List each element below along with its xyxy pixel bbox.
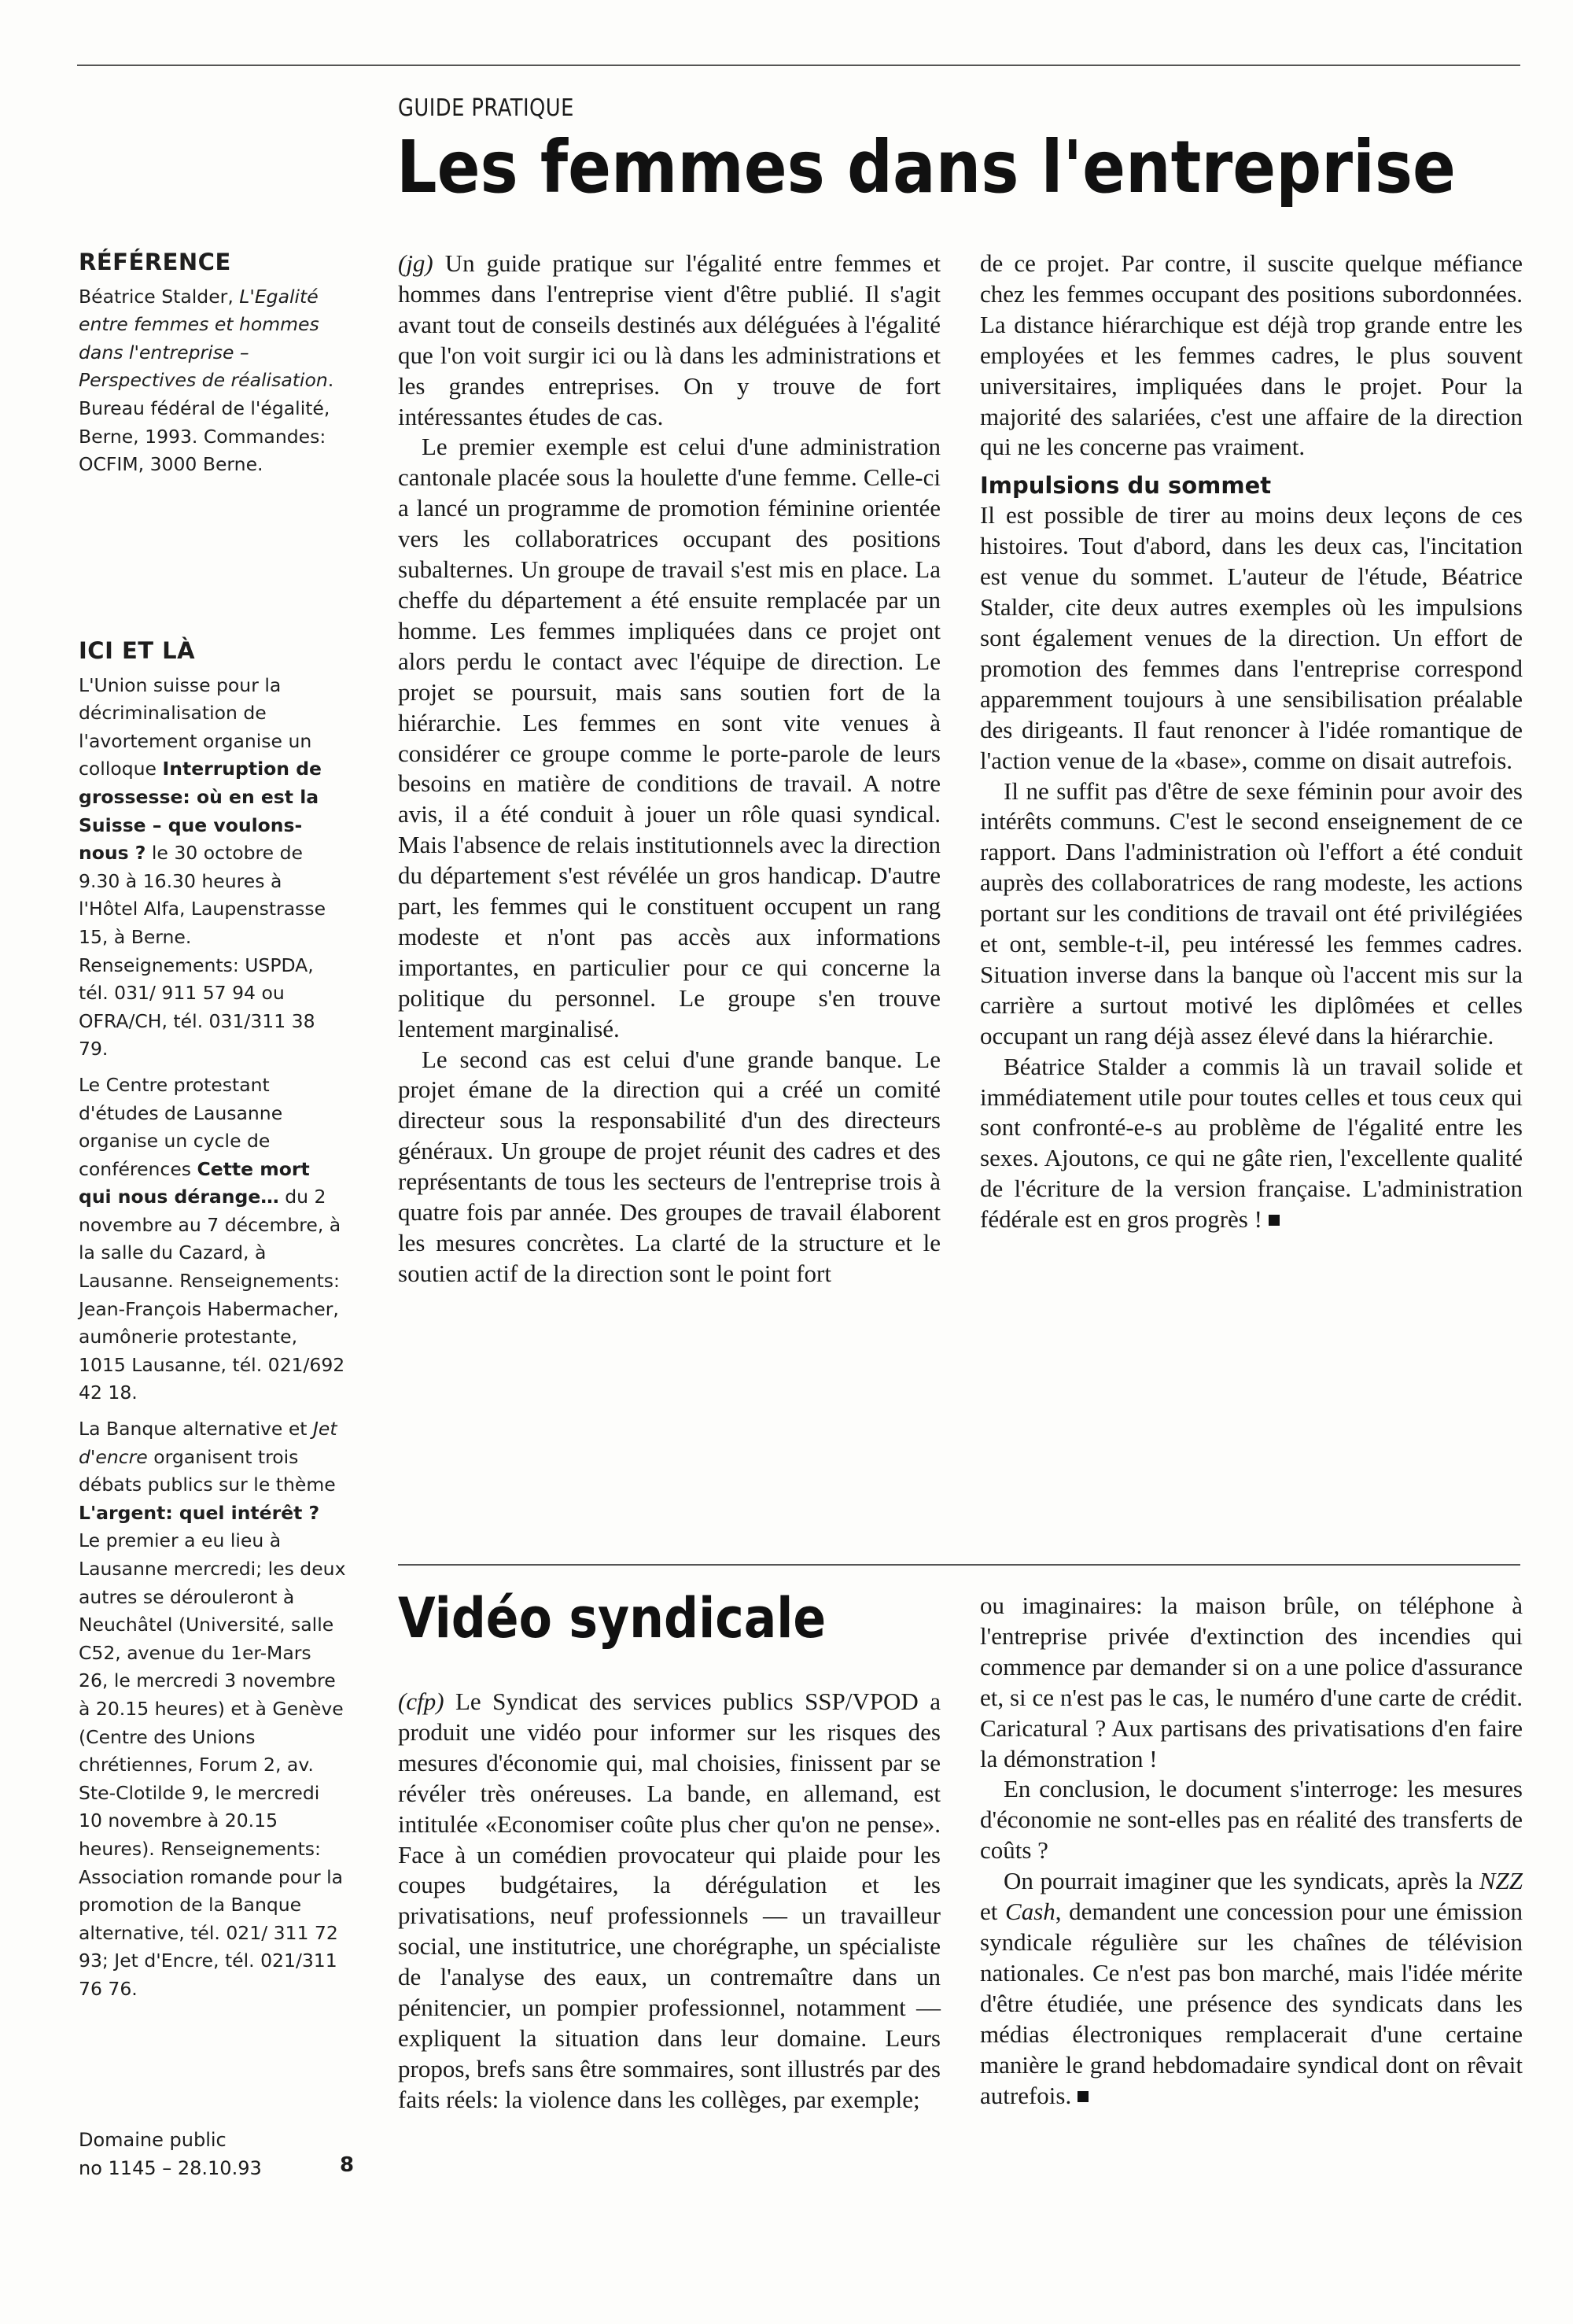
ici-et-la-item: La Banque alternative et Jet d'encre organisent trois débats publics sur le thème L'argent: quel intérêt ? Le premier a eu lieu à Lausanne mercredi; les deux autres se dérouleront à Neuchâtel (Université, salle C52, avenue du 1er-Mars 26, le mercredi 3 novembre à 20.15 heures) et à Genève (Centre des Unions chrétiennes, Forum 2, av. Ste-Clotilde 9, le mercredi 10 novembre à 20.15 heures). Renseignements: Association romande pour la promotion de la Banque alternative, tél. 021/ 311 72 93; Jet d'Encre, tél. 021/311 76 76. [79, 1418, 346, 2000]
article2-paragraph: On pourrait imaginer que les syndicats, après la NZZ et Cash, demandent une concession pour une émission syndicale régulière sur les chaînes de télévision nationales. Ce n'est pas bon marché, mais l'idée mérite d'être étudiée, une présence des syndicats dans les médias électroniques remplacerait d'une certaine manière le grand hebdomadaire syndical dont on rêvait autrefois. [980, 1867, 1523, 2109]
section-rule [398, 1564, 1520, 1566]
reference-heading: RÉFÉRENCE [79, 249, 231, 275]
article-title: Les femmes dans l'entreprise [396, 125, 1456, 209]
top-rule [77, 65, 1520, 66]
article2-paragraph: En conclusion, le document s'interroge: les mesures d'économie ne sont-elles pas en réalité des transferts de coûts ? [980, 1775, 1523, 1865]
article1-paragraph: Il ne suffit pas d'être de sexe féminin pour avoir des intérêts communs. C'est le second enseignement de ce rapport. Dans l'administration où l'effort a été conduit auprès des collaboratrices de rang modeste, les actions portant sur les conditions de travail ont été privilégiées et ont, semble-t-il, peu intéressé les femmes cadres. Situation inverse dans la banque où l'accent mis sur la carrière a surtout motivé les diplômées et celles occupant un rang déjà assez élevé dans la hiérarchie. [980, 777, 1523, 1049]
article1-subheading: Impulsions du sommet [980, 472, 1272, 500]
article2-paragraph: (cfp) Le Syndicat des services publics SSP/VPOD a produit une vidéo pour informer sur les risques des mesures d'économie qui, mal choisies, finissent par se révéler très onéreuses. La bande, en allemand, est intitulée «Economiser coûte plus cher qu'on ne pense». Face à un comédien provocateur qui plaide pour les coupes budgétaires, la dérégulation et les privatisations, neuf professionnels — un travailleur social, une institutrice, une chorégraphe, un spécialiste de l'analyse des eaux, un contremaître dans un pénitencier, un pompier professionnel, notamment — expliquent la situation dans leur domaine. Leurs propos, brefs sans être sommaires, sont illustrés par des faits réels: la violence dans les collèges, par exemple; [398, 1688, 941, 2113]
reference-text: Béatrice Stalder, L'Egalité entre femmes et hommes dans l'entreprise – Perspectives de réalisation. Bureau fédéral de l'égalité, Berne, 1993. Commandes: OCFIM, 3000 Berne. [79, 285, 334, 476]
article1-paragraph: Le second cas est celui d'une grande banque. Le projet émane de la direction qui a créé un comité directeur sous la responsabilité d'un des directeurs généraux. Un groupe de projet réunit des cadres et des représentants de tous les secteurs de l'entreprise trois à quatre fois par année. Des groupes de travail élaborent les mesures concrètes. La clarté de la structure et le soutien actif de la direction sont le point fort [398, 1045, 941, 1287]
article2-column-2 [980, 1591, 1523, 2111]
ici-et-la-box [79, 637, 346, 2012]
page-number: 8 [340, 2153, 355, 2177]
publication-name: Domaine public [79, 2129, 227, 2151]
reference-work-title: L'Egalité entre femmes et hommes dans l'entreprise – Perspectives de réalisation [79, 285, 328, 392]
end-mark [1078, 2091, 1089, 2102]
article2-paragraph: ou imaginaires: la maison brûle, on téléphone à l'entreprise privée d'extinction des incendies qui commence par demander si on a une police d'assurance et, si ce n'est pas le cas, le numéro d'une carte de crédit. Caricatural ? Aux partisans des privatisations d'en faire la démonstration ! [980, 1592, 1523, 1773]
article1-paragraph: (jg) Un guide pratique sur l'égalité entre femmes et hommes dans l'entreprise vient d'être publié. Il s'agit avant tout de conseils destinés aux déléguées à l'égalité que l'on voit surgir ici ou là dans les administrations et les grandes entreprises. On y trouve de fort intéressantes études de cas. [398, 249, 941, 430]
article-kicker: GUIDE PRATIQUE [398, 94, 574, 122]
article1-column-1 [398, 249, 941, 1289]
end-mark [1269, 1215, 1280, 1226]
article2-byline: (cfp) [398, 1688, 444, 1715]
article2-column-1 [398, 1687, 941, 2116]
article1-paragraph: de ce projet. Par contre, il suscite quelque méfiance chez les femmes occupant des positions subordonnées. La distance hiérarchique est déjà trop grande entre les employées et les femmes cadres, le plus souvent universitaires, impliquées dans le projet. Pour la majorité des salariées, c'est une affaire de la direction qui ne les concerne pas vraiment. [980, 249, 1523, 461]
footer-publication [79, 2126, 315, 2182]
ici-et-la-heading: ICI ET LÀ [79, 637, 196, 664]
article1-paragraph: Béatrice Stalder a commis là un travail solide et immédiatement utile pour toutes celles et tous ceux qui sont confronté-e-s au problème de l'égalité entre les sexes. Ajoutons, ce qui ne gâte rien, l'excellente qualité de l'écriture de la version française. L'administration fédérale est en gros progrès ! [980, 1052, 1523, 1234]
article1-column-2 [980, 249, 1523, 1235]
article1-paragraph: Le premier exemple est celui d'une administration cantonale placée sous la houlette d'une femme. Celle-ci a lancé un programme de promotion féminine orientée vers les collaboratrices occupant des positions subalternes. Un groupe de travail s'est mis en place. La cheffe du département a été ensuite remplacée par un homme. Les femmes impliquées dans ce projet ont alors perdu le contact avec l'équipe de direction. Le projet se poursuit, mais sans soutien fort de la hiérarchie. Les femmes en sont vite venues à considérer ce groupe comme le porte-parole de leurs besoins en matière de conditions de travail. A notre avis, il a été conduit à jouer un rôle quasi syndical. Mais l'absence de relais institutionnels avec la direction du département s'est révélée un gros handicap. D'autre part, les femmes qui le constituent occupent un rang modeste et n'ont pas accès aux informations importantes, en particulier pour ce qui concerne la politique du personnel. Le groupe s'en trouve lentement marginalisé. [398, 433, 941, 1042]
ici-et-la-item: Le Centre protestant d'études de Lausanne organise un cycle de conférences Cette mort qui nous dérange… du 2 novembre au 7 décembre, à la salle du Cazard, à Lausanne. Renseignements: Jean-François Habermacher, aumônerie protestante, 1015 Lausanne, tél. 021/692 42 18. [79, 1073, 345, 1404]
article1-byline: (jg) [398, 249, 433, 277]
ici-et-la-item: L'Union suisse pour la décriminalisation de l'avortement organise un colloque Interruption de grossesse: où en est la Suisse – que voulons-nous ? le 30 octobre de 9.30 à 16.30 heures à l'Hôtel Alfa, Laupenstrasse 15, à Berne. Renseignements: USPDA, tél. 031/ 911 57 94 ou OFRA/CH, tél. 031/311 38 79. [79, 673, 326, 1061]
reference-box [79, 249, 346, 487]
article2-title: Vidéo syndicale [398, 1586, 827, 1651]
article1-paragraph: Il est possible de tirer au moins deux leçons de ces histoires. Tout d'abord, dans les deux cas, l'incitation est venue du sommet. L'auteur de l'étude, Béatrice Stalder, cite deux autres exemples où les impulsions sont également venues de la direction. Un effort de promotion des femmes dans l'entreprise correspond apparemment toujours à une sensibilisation préalable des dirigeants. Il faut renoncer à l'idée romantique de l'action venue de la «base», comme on disait autrefois. [980, 501, 1523, 774]
issue-number: no 1145 – 28.10.93 [79, 2157, 262, 2179]
